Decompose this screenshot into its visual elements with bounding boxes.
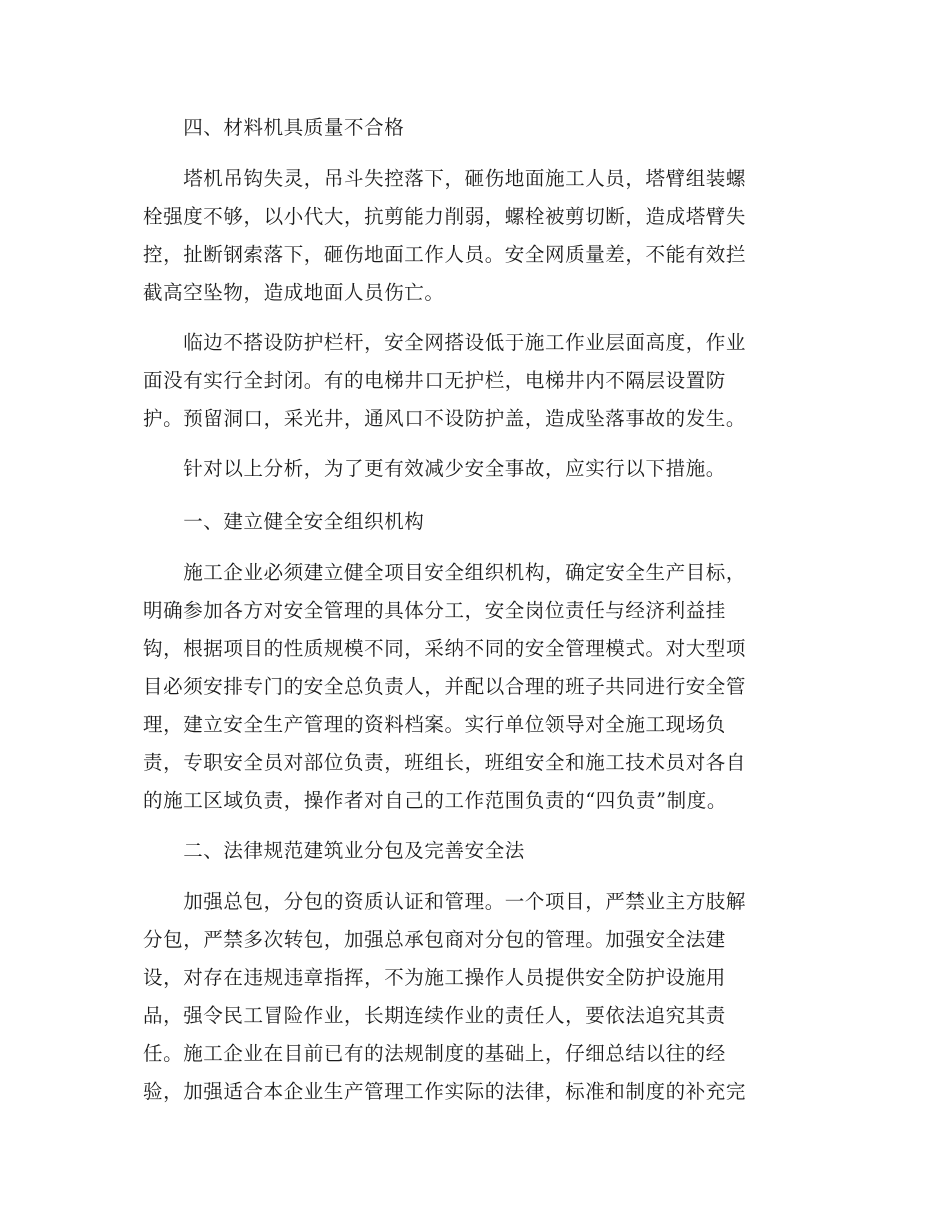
paragraph-line: 针对以上分析，为了更有效减少安全事故，应实行以下措施。 [143, 457, 726, 480]
paragraph-line: 控，扯断钢索落下，砸伤地面工作人员。安全网质量差，不能有效拦 [143, 243, 747, 266]
paragraph-line: 设，对存在违规违章指挥，不为施工操作人员提供安全防护设施用 [143, 966, 726, 989]
section-heading-materials: 四、材料机具质量不合格 [143, 116, 405, 139]
section-heading-organization: 一、建立健全安全组织机构 [143, 510, 425, 533]
paragraph-line: 责，专职安全员对部位负责，班组长，班组安全和施工技术员对各自 [143, 751, 747, 774]
paragraph-line: 施工企业必须建立健全项目安全组织机构，确定安全生产目标， [143, 561, 747, 584]
paragraph-line: 目必须安排专门的安全总负责人，并配以合理的班子共同进行安全管 [143, 675, 747, 698]
paragraph-line: 栓强度不够，以小代大，抗剪能力削弱，螺栓被剪切断，造成塔臂失 [143, 205, 747, 228]
paragraph-line: 的施工区域负责，操作者对自己的工作范围负责的“四负责”制度。 [143, 789, 727, 812]
paragraph-line: 塔机吊钩失灵，吊斗失控落下，砸伤地面施工人员，塔臂组装螺 [143, 167, 747, 190]
paragraph-line: 临边不搭设防护栏杆，安全网搭设低于施工作业层面高度，作业 [143, 331, 747, 354]
paragraph-line: 理，建立安全生产管理的资料档案。实行单位领导对全施工现场负 [143, 713, 726, 736]
paragraph-line: 护。预留洞口，采光井，通风口不设防护盖，造成坠落事故的发生。 [143, 407, 747, 430]
paragraph-line: 面没有实行全封闭。有的电梯井口无护栏，电梯井内不隔层设置防 [143, 369, 726, 392]
paragraph-line: 验，加强适合本企业生产管理工作实际的法律，标准和制度的补充完 [143, 1080, 747, 1103]
paragraph-line: 分包，严禁多次转包，加强总承包商对分包的管理。加强安全法建 [143, 928, 726, 951]
paragraph-line: 品，强令民工冒险作业，长期连续作业的责任人，要依法追究其责 [143, 1004, 726, 1027]
paragraph-line: 截高空坠物，造成地面人员伤亡。 [143, 281, 445, 304]
paragraph-line: 钩，根据项目的性质规模不同，采纳不同的安全管理模式。对大型项 [143, 637, 747, 660]
section-heading-law: 二、法律规范建筑业分包及完善安全法 [143, 839, 525, 862]
paragraph-line: 明确参加各方对安全管理的具体分工，安全岗位责任与经济利益挂 [143, 599, 726, 622]
paragraph-line: 任。施工企业在目前已有的法规制度的基础上，仔细总结以往的经 [143, 1042, 726, 1065]
paragraph-line: 加强总包，分包的资质认证和管理。一个项目，严禁业主方肢解 [143, 890, 747, 913]
